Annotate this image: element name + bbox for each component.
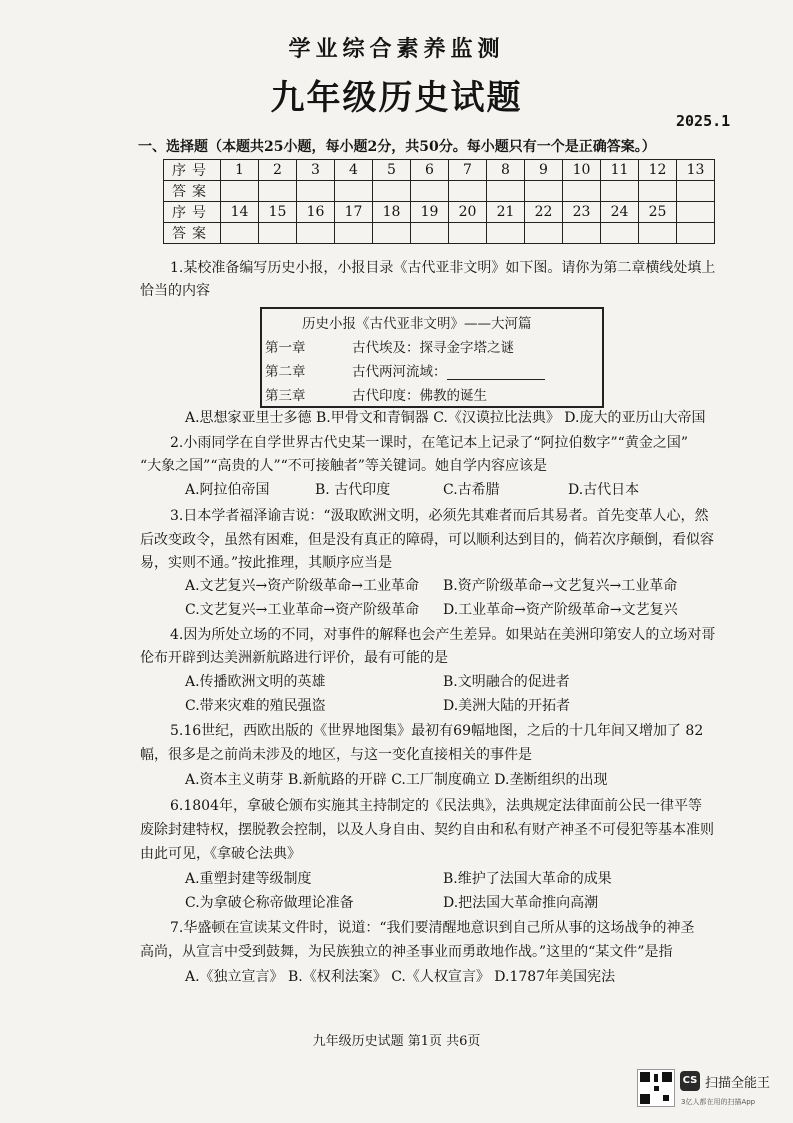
answer-cell[interactable] [487, 223, 525, 244]
q6-stem-line: 废除封建特权，摆脱教会控制，以及人身自由、契约自由和私有财产神圣不可侵犯等基本准则 [140, 822, 714, 838]
answer-table-row [164, 202, 715, 223]
exam-date: 2025.1 [676, 112, 731, 130]
fill-blank[interactable] [447, 365, 545, 380]
q4-option-c: C.带来灾难的殖民强盗 [185, 698, 326, 714]
seq-cell: 19 [411, 202, 449, 223]
chapter-text: 古代印度：佛教的诞生 [352, 388, 487, 404]
answer-table-row [164, 160, 715, 181]
seq-cell: 22 [525, 202, 563, 223]
q5-options: A.资本主义萌芽 B.新航路的开辟 C.工厂制度确立 D.垄断组织的出现 [185, 772, 608, 788]
q3-stem-line: 易，实则不通。”按此推理，其顺序应当是 [140, 555, 393, 571]
q3-stem-line: 后改变政令，虽然有困难，但是没有真正的障碍，可以顺利达到目的，倘若次序颠倒，看似容 [140, 532, 714, 548]
scanner-app-name: 扫描全能王 [705, 1076, 771, 1091]
q3-option-d: D.工业革命→资产阶级革命→文艺复兴 [443, 602, 678, 618]
chapter-text [352, 360, 545, 380]
page-footer: 九年级历史试题 第1页 共6页 [312, 1034, 481, 1049]
q7-stem-line: 7.华盛顿在宣读某文件时，说道：“我们要清醒地意识到自己所从事的这场战争的神圣 [170, 920, 695, 936]
answer-cell[interactable] [525, 181, 563, 202]
q6-option-d: D.把法国大革命推向高潮 [443, 895, 599, 911]
answer-table-row [164, 223, 715, 244]
answer-table-row [164, 181, 715, 202]
answer-cell[interactable] [525, 223, 563, 244]
answer-cell[interactable] [297, 223, 335, 244]
q4-stem-line: 伦布开辟到达美洲新航路进行评价，最有可能的是 [140, 650, 448, 666]
q6-stem-line: 6.1804年，拿破仑颁布实施其主持制定的《民法典》，法典规定法律面前公民一律平等 [170, 798, 702, 814]
qr-code-icon [637, 1069, 675, 1107]
answer-cell[interactable] [411, 181, 449, 202]
q2-option-b: B. 古代印度 [315, 482, 391, 498]
chapter-text-content: 古代两河流域： [352, 364, 447, 380]
answer-cell[interactable] [563, 223, 601, 244]
q2-stem-line: 2.小雨同学在自学世界古代史某一课时，在笔记本上记录了“阿拉伯数字”“黄金之国” [170, 435, 688, 451]
seq-cell: 25 [639, 202, 677, 223]
q4-option-d: D.美洲大陆的开拓者 [443, 698, 571, 714]
seq-cell: 13 [677, 160, 715, 181]
q6-option-c: C.为拿破仑称帝做理论准备 [185, 895, 354, 911]
q5-stem-line: 5.16世纪，西欧出版的《世界地图集》最初有69幅地图，之后的十几年间又增加了 82 [170, 723, 704, 739]
answer-cell[interactable] [449, 181, 487, 202]
answer-cell[interactable] [677, 181, 715, 202]
answer-cell[interactable] [373, 223, 411, 244]
answer-cell[interactable] [639, 223, 677, 244]
seq-cell: 7 [449, 160, 487, 181]
exam-title: 九年级历史试题 [270, 78, 523, 118]
q4-option-b: B.文明融合的促进者 [443, 674, 570, 690]
answer-cell[interactable] [259, 181, 297, 202]
answer-cell[interactable] [411, 223, 449, 244]
seq-cell: 2 [259, 160, 297, 181]
answer-cell[interactable] [221, 181, 259, 202]
answer-cell[interactable] [449, 223, 487, 244]
q7-options: A.《独立宣言》 B.《权利法案》 C.《人权宣言》 D.1787年美国宪法 [185, 969, 616, 985]
chapter-label: 第一章 [265, 340, 306, 356]
scanner-tagline: 3亿人都在用的扫描App [681, 1098, 756, 1106]
q2-option-c: C.古希腊 [443, 482, 500, 498]
chapter-label: 第三章 [265, 388, 306, 404]
seq-cell: 1 [221, 160, 259, 181]
answer-cell[interactable] [677, 223, 715, 244]
seq-cell: 10 [563, 160, 601, 181]
chapter-text: 古代埃及：探寻金字塔之谜 [352, 340, 514, 356]
q3-option-c: C.文艺复兴→工业革命→资产阶级革命 [185, 602, 420, 618]
camscanner-logo: CS [680, 1071, 700, 1091]
q1-options: A.思想家亚里士多德 B.甲骨文和青铜器 C.《汉谟拉比法典》 D.庞大的亚历山大帝国 [185, 410, 706, 426]
seq-cell: 23 [563, 202, 601, 223]
seq-cell: 21 [487, 202, 525, 223]
q2-option-a: A.阿拉伯帝国 [185, 482, 270, 498]
q2-option-d: D.古代日本 [568, 482, 640, 498]
seq-cell: 15 [259, 202, 297, 223]
q4-option-a: A.传播欧洲文明的英雄 [185, 674, 326, 690]
seq-cell: 3 [297, 160, 335, 181]
seq-cell: 5 [373, 160, 411, 181]
answer-cell[interactable] [335, 181, 373, 202]
seq-cell: 20 [449, 202, 487, 223]
seq-label: 序号 [164, 202, 221, 223]
seq-label: 序号 [164, 160, 221, 181]
answer-cell[interactable] [335, 223, 373, 244]
seq-cell: 6 [411, 160, 449, 181]
answer-cell[interactable] [639, 181, 677, 202]
answer-cell[interactable] [259, 223, 297, 244]
answer-cell[interactable] [601, 181, 639, 202]
q1-stem-line: 恰当的内容 [140, 283, 210, 299]
seq-cell: 17 [335, 202, 373, 223]
ans-label: 答案 [164, 181, 221, 202]
box-title: 历史小报《古代亚非文明》——大河篇 [302, 316, 532, 332]
exam-series-title: 学业综合素养监测 [288, 37, 505, 62]
chapter-label: 第二章 [265, 364, 306, 380]
q2-stem-line: “大象之国”“高贵的人”“不可接触者”等关键词。她自学内容应该是 [140, 458, 547, 474]
seq-cell: 16 [297, 202, 335, 223]
q6-stem-line: 由此可见，《拿破仑法典》 [140, 846, 301, 862]
section-heading: 一、选择题（本题共25小题，每小题2分，共50分。每小题只有一个是正确答案。） [138, 139, 656, 155]
q7-stem-line: 高尚，从宣言中受到鼓舞，为民族独立的神圣事业而勇敢地作战。”这里的“某文件”是指 [140, 944, 673, 960]
q4-stem-line: 4.因为所处立场的不同，对事件的解释也会产生差异。如果站在美洲印第安人的立场对哥 [170, 627, 716, 643]
newspaper-outline-box [260, 307, 604, 408]
seq-cell: 4 [335, 160, 373, 181]
q5-stem-line: 幅，很多是之前尚未涉及的地区，与这一变化直接相关的事件是 [140, 747, 532, 763]
seq-cell: 18 [373, 202, 411, 223]
answer-cell[interactable] [373, 181, 411, 202]
answer-table [163, 159, 715, 244]
seq-cell: 11 [601, 160, 639, 181]
seq-cell: 12 [639, 160, 677, 181]
q3-stem-line: 3.日本学者福泽谕吉说：“汲取欧洲文明，必须先其难者而后其易者。首先变革人心，然 [170, 508, 709, 524]
answer-cell[interactable] [297, 181, 335, 202]
q3-option-b: B.资产阶级革命→文艺复兴→工业革命 [443, 578, 678, 594]
answer-cell[interactable] [487, 181, 525, 202]
answer-cell[interactable] [221, 223, 259, 244]
q3-option-a: A.文艺复兴→资产阶级革命→工业革命 [185, 578, 420, 594]
seq-cell: 14 [221, 202, 259, 223]
seq-cell: 24 [601, 202, 639, 223]
q6-option-b: B.维护了法国大革命的成果 [443, 871, 612, 887]
q6-option-a: A.重塑封建等级制度 [185, 871, 312, 887]
seq-cell: 9 [525, 160, 563, 181]
seq-cell: 8 [487, 160, 525, 181]
q1-stem-line: 1.某校准备编写历史小报，小报目录《古代亚非文明》如下图。请你为第二章横线处填上 [170, 260, 716, 276]
ans-label: 答案 [164, 223, 221, 244]
answer-cell[interactable] [601, 223, 639, 244]
seq-cell [677, 202, 715, 223]
answer-cell[interactable] [563, 181, 601, 202]
